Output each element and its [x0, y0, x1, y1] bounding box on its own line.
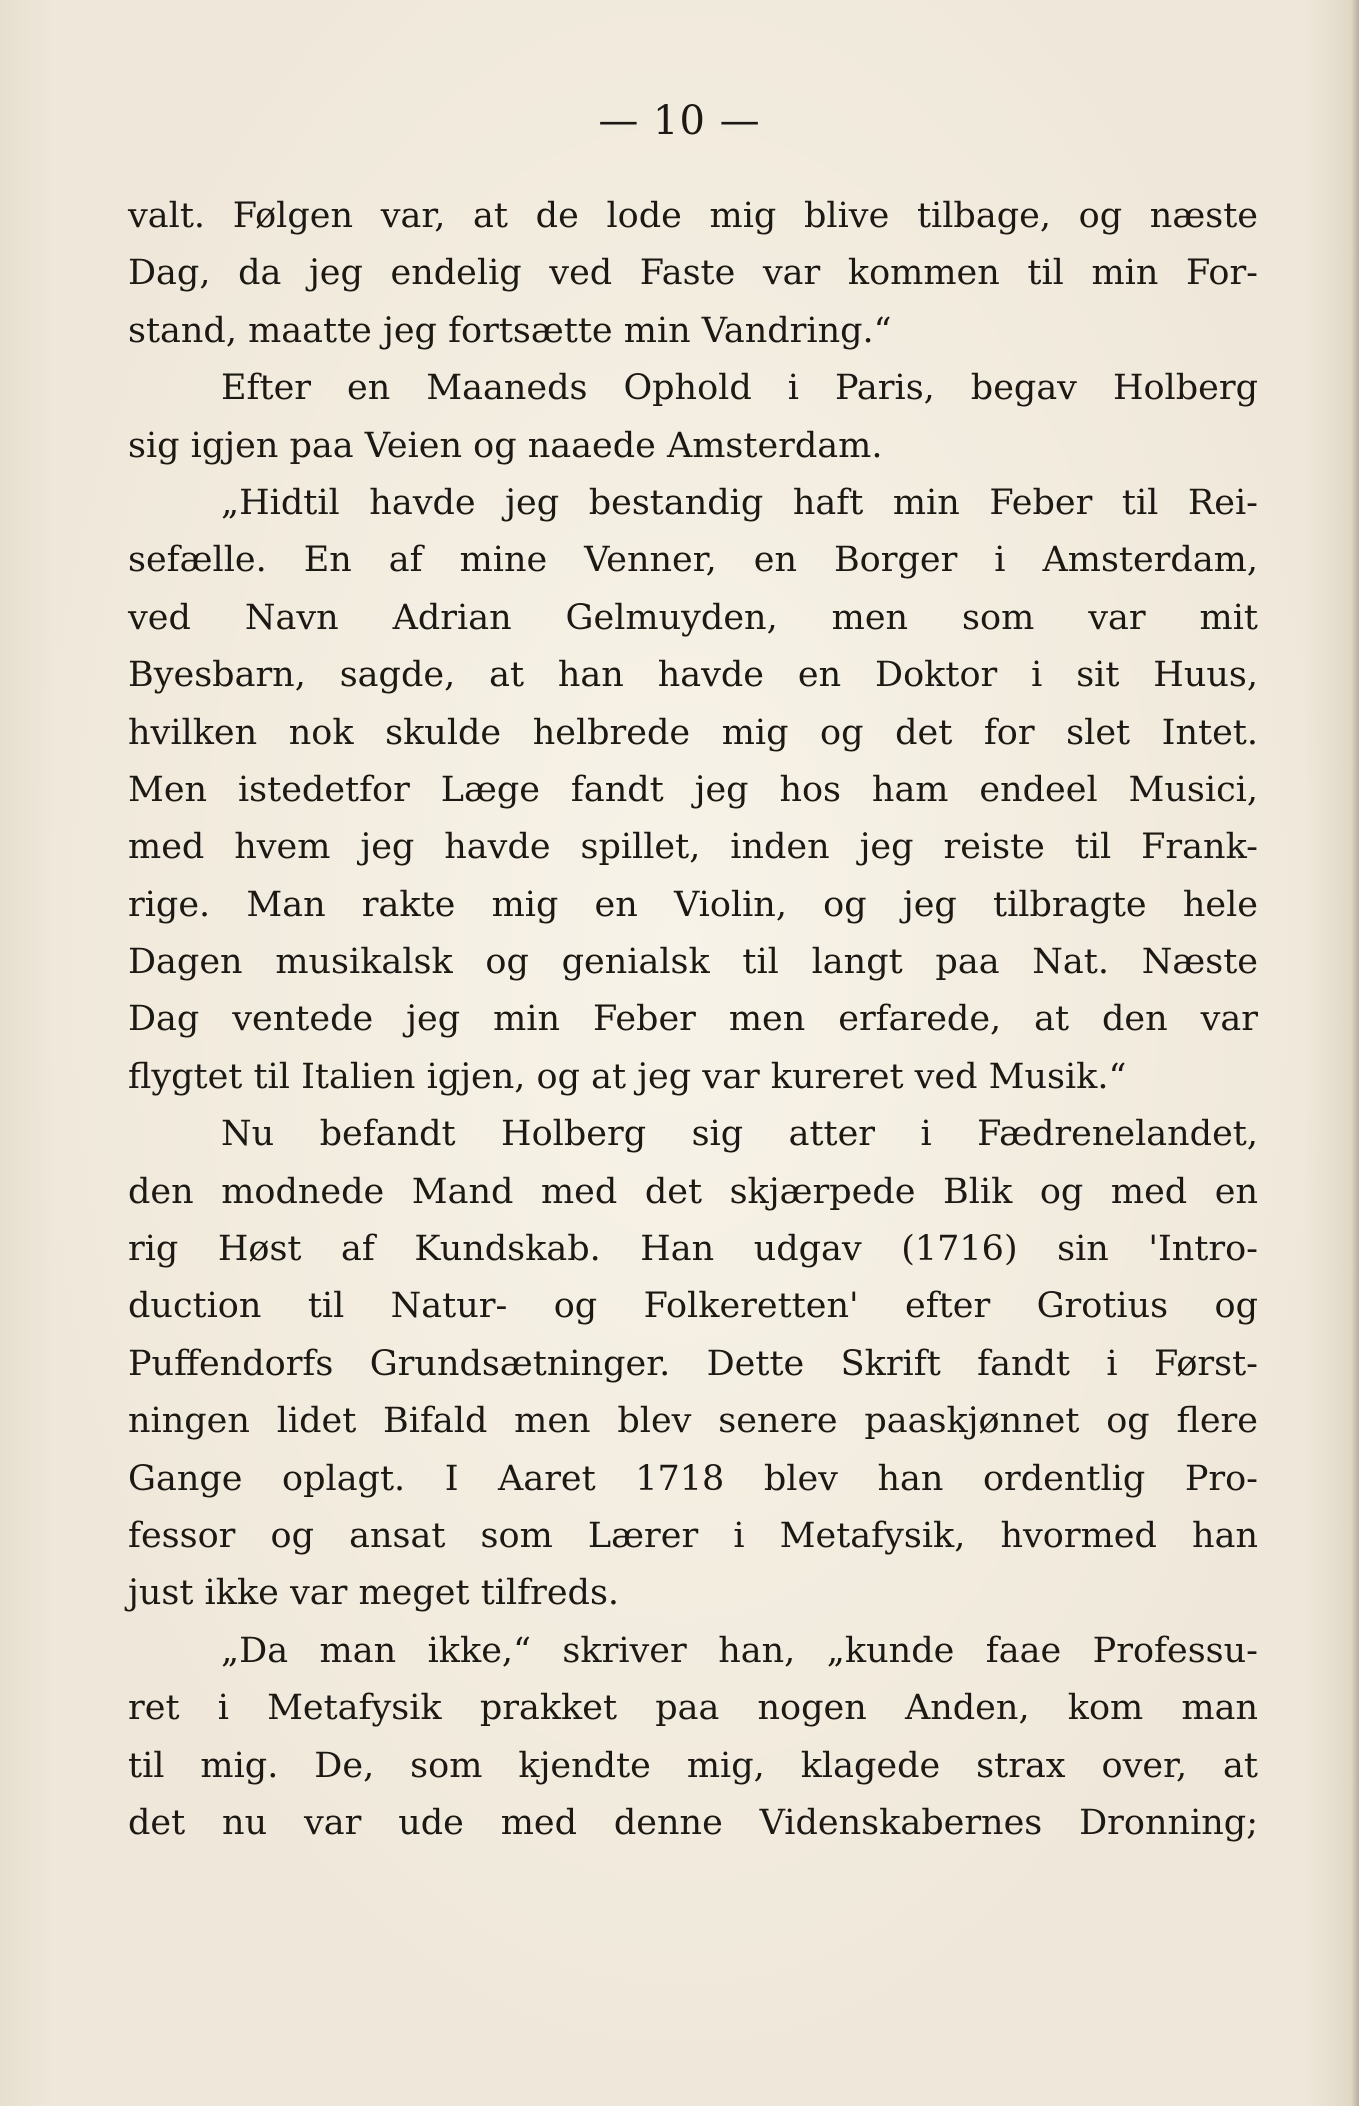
text-line: sefælle. En af mine Venner, en Borger i Amsterdam, — [128, 540, 1258, 581]
text-line: Dag ventede jeg min Feber men erfarede, at den var — [128, 999, 1258, 1040]
text-line: til mig. De, som kjendte mig, klagede strax over, at — [128, 1745, 1258, 1786]
text-line: ningen lidet Bifald men blev senere paaskjønnet og flere — [128, 1401, 1258, 1442]
text-line: Puffendorfs Grundsætninger. Dette Skrift fandt i Først- — [128, 1343, 1258, 1384]
text-line: Byesbarn, sagde, at han havde en Doktor i sit Huus, — [128, 655, 1258, 696]
text-line: just ikke var meget tilfreds. — [128, 1573, 620, 1614]
text-line: Men istedetfor Læge fandt jeg hos ham endeel Musici, — [128, 769, 1258, 810]
text-line: hvilken nok skulde helbrede mig og det for slet Intet. — [128, 712, 1258, 753]
text-line: det nu var ude med denne Videnskabernes Dronning; — [128, 1802, 1258, 1843]
text-line: sig igjen paa Veien og naaede Amsterdam. — [128, 425, 883, 466]
text-line: rig Høst af Kundskab. Han udgav (1716) sin 'Intro- — [128, 1229, 1258, 1270]
text-line: med hvem jeg havde spillet, inden jeg reiste til Frank- — [128, 827, 1258, 868]
text-line: Dag, da jeg endelig ved Faste var kommen til min For- — [128, 253, 1258, 294]
text-line: ret i Metafysik prakket paa nogen Anden, kom man — [128, 1688, 1258, 1729]
text-line: Gange oplagt. I Aaret 1718 blev han ordentlig Pro- — [128, 1458, 1258, 1499]
body-text — [128, 188, 1258, 1852]
text-line: rige. Man rakte mig en Violin, og jeg tilbragte hele — [128, 884, 1258, 925]
text-line: flygtet til Italien igjen, og at jeg var kureret ved Musik.“ — [128, 1056, 1127, 1097]
text-line: „Hidtil havde jeg bestandig haft min Feber til Rei- — [221, 482, 1258, 523]
text-line: „Da man ikke,“ skriver han, „kunde faae Professu- — [221, 1630, 1258, 1671]
text-line: Efter en Maaneds Ophold i Paris, begav Holberg — [221, 368, 1258, 409]
text-line: ved Navn Adrian Gelmuyden, men som var mit — [128, 597, 1258, 638]
page-number: — 10 — — [598, 98, 761, 144]
text-line: fessor og ansat som Lærer i Metafysik, hvormed han — [128, 1515, 1258, 1556]
page-edge-shadow — [1351, 0, 1359, 2106]
text-line: den modnede Mand med det skjærpede Blik og med en — [128, 1171, 1258, 1212]
text-line: Dagen musikalsk og genialsk til langt paa Nat. Næste — [128, 942, 1258, 983]
text-line: stand, maatte jeg fortsætte min Vandring.“ — [128, 310, 892, 351]
text-line: valt. Følgen var, at de lode mig blive tilbage, og næste — [128, 196, 1258, 236]
text-line: duction til Natur- og Folkeretten' efter Grotius og — [128, 1286, 1258, 1327]
text-line: Nu befandt Holberg sig atter i Fædrenelandet, — [221, 1114, 1258, 1155]
